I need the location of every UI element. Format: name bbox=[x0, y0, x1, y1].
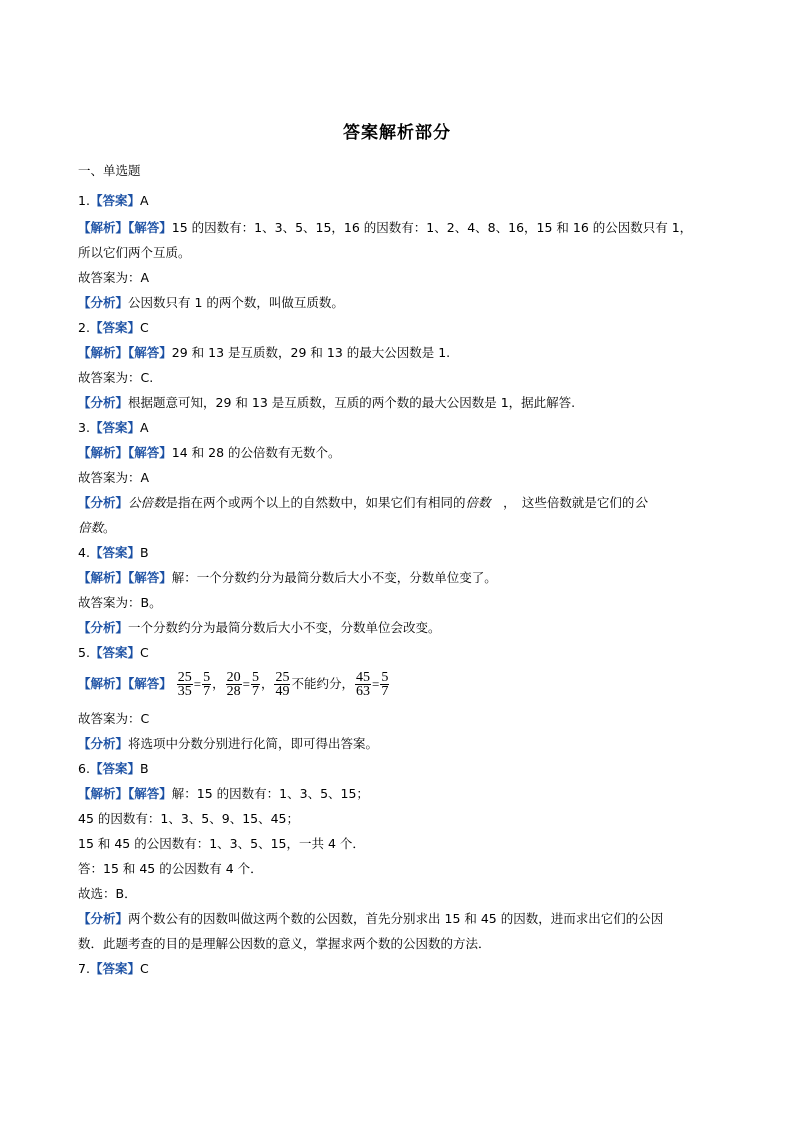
q2-fenxi: 根据题意可知，29 和 13 是互质数，互质的两个数的最大公因数是 1，据此解答. bbox=[128, 395, 576, 410]
q3-fenxi-line bbox=[78, 494, 723, 512]
solution-tag: 【解答】 bbox=[128, 220, 172, 235]
answer-tag: 【答案】 bbox=[89, 961, 140, 976]
solution-tag: 【解答】 bbox=[128, 786, 172, 801]
q6-solution-line bbox=[78, 785, 723, 803]
q1-answer-line bbox=[78, 192, 723, 210]
denominator: 49 bbox=[275, 684, 290, 699]
answer-tag: 【答案】 bbox=[89, 193, 140, 208]
fraction bbox=[274, 671, 290, 698]
solution-tag: 【解答】 bbox=[128, 570, 172, 585]
q3-answer-line bbox=[78, 419, 723, 437]
numerator: 5 bbox=[203, 670, 211, 685]
q3-answer: A bbox=[139, 420, 149, 435]
answer-tag: 【答案】 bbox=[89, 645, 140, 660]
fenxi-tag: 【分析】 bbox=[78, 395, 129, 410]
fraction bbox=[380, 671, 389, 698]
section-heading: 一、单选题 bbox=[78, 163, 141, 178]
analysis-tag: 【解析】 bbox=[78, 570, 129, 585]
q4-solution: 解：一个分数约分为最简分数后大小不变，分数单位变了。 bbox=[171, 570, 497, 585]
q3-fenxi-term: 倍数 bbox=[465, 495, 491, 510]
q6-conclusion: 故选：B． bbox=[78, 886, 137, 901]
numerator: 20 bbox=[226, 670, 241, 685]
q1-conclusion: 故答案为：A bbox=[78, 270, 150, 285]
answer-tag: 【答案】 bbox=[89, 420, 140, 435]
q3-conclusion: 故答案为：A bbox=[78, 470, 150, 485]
q4-solution-line bbox=[78, 569, 723, 587]
q3-fenxi-cont bbox=[78, 519, 723, 537]
answer-tag: 【答案】 bbox=[89, 761, 140, 776]
q3-number: 3. bbox=[78, 420, 90, 435]
analysis-tag: 【解析】 bbox=[78, 220, 129, 235]
q3-fenxi-end: 。 bbox=[103, 520, 116, 535]
solution-tag: 【解答】 bbox=[128, 676, 172, 691]
solution-tag: 【解答】 bbox=[128, 345, 172, 360]
q2-conclusion: 故答案为：C. bbox=[78, 370, 154, 385]
q2-fenxi-line bbox=[78, 394, 723, 412]
fraction bbox=[251, 671, 260, 698]
q2-number: 2. bbox=[78, 320, 90, 335]
fraction bbox=[177, 671, 193, 698]
answer-tag: 【答案】 bbox=[89, 545, 140, 560]
q6-solution: 解：15 的因数有：1、3、5、15； bbox=[171, 786, 369, 801]
solution-tag: 【解答】 bbox=[128, 445, 172, 460]
q2-answer: C bbox=[139, 320, 149, 335]
q3-solution-line bbox=[78, 444, 723, 462]
page-title: 答案解析部分 bbox=[343, 123, 451, 143]
denominator: 35 bbox=[177, 684, 192, 699]
q3-fenxi-term: 倍数 bbox=[78, 520, 104, 535]
q7-answer: C bbox=[139, 961, 149, 976]
q6-answer-line bbox=[78, 760, 723, 778]
cannot-reduce-text: 不能约分， bbox=[291, 676, 354, 691]
separator: ， bbox=[212, 676, 225, 691]
q4-number: 4. bbox=[78, 545, 90, 560]
q4-conclusion: 故答案为：B。 bbox=[78, 595, 162, 610]
q1-solution-cont: 所以它们两个互质。 bbox=[78, 245, 191, 260]
numerator: 5 bbox=[381, 670, 389, 685]
fenxi-tag: 【分析】 bbox=[78, 620, 129, 635]
q2-solution: 29 和 13 是互质数，29 和 13 的最大公因数是 1. bbox=[171, 345, 451, 360]
q3-solution: 14 和 28 的公倍数有无数个。 bbox=[171, 445, 341, 460]
q1-solution: 15 的因数有：1、3、5、15，16 的因数有：1、2、4、8、16，15 和 16 的公因数只有 1， bbox=[171, 220, 693, 235]
analysis-tag: 【解析】 bbox=[78, 786, 129, 801]
q6-solution-line-4: 答：15 和 45 的公因数有 4 个． bbox=[78, 861, 263, 876]
q1-solution-line bbox=[78, 219, 723, 237]
numerator: 25 bbox=[275, 670, 290, 685]
answer-tag: 【答案】 bbox=[89, 320, 140, 335]
denominator: 7 bbox=[251, 684, 259, 699]
q1-fenxi: 公因数只有 1 的两个数，叫做互质数。 bbox=[128, 295, 344, 310]
denominator: 7 bbox=[381, 684, 389, 699]
denominator: 28 bbox=[226, 684, 241, 699]
q6-number: 6. bbox=[78, 761, 90, 776]
q6-solution-line-3: 15 和 45 的公因数有：1、3、5、15，一共 4 个． bbox=[78, 836, 365, 851]
q5-answer: C bbox=[139, 645, 149, 660]
q3-fenxi-text: 是指在两个或两个以上的自然数中，如果它们有相同的 bbox=[165, 495, 466, 510]
analysis-tag: 【解析】 bbox=[78, 445, 129, 460]
fenxi-tag: 【分析】 bbox=[78, 736, 129, 751]
q3-fenxi-text: ， 这些倍数就是它们的 bbox=[490, 495, 635, 510]
equals-sign: = bbox=[193, 676, 202, 692]
numerator: 5 bbox=[251, 670, 259, 685]
analysis-tag: 【解析】 bbox=[78, 345, 129, 360]
separator: ， bbox=[260, 676, 274, 691]
q6-solution-line-2: 45 的因数有：1、3、5、9、15、45； bbox=[78, 811, 300, 826]
q5-fenxi-line bbox=[78, 735, 723, 753]
q4-answer: B bbox=[139, 545, 149, 560]
fraction bbox=[202, 671, 211, 698]
q4-fenxi: 一个分数约分为最简分数后大小不变，分数单位会改变。 bbox=[128, 620, 441, 635]
fenxi-tag: 【分析】 bbox=[78, 911, 129, 926]
q3-fenxi-term: 公 bbox=[634, 495, 647, 510]
q7-answer-line bbox=[78, 960, 723, 978]
numerator: 45 bbox=[356, 670, 370, 685]
q7-number: 7. bbox=[78, 961, 90, 976]
q3-fenxi-term: 公倍数 bbox=[128, 495, 166, 510]
q1-fenxi-line bbox=[78, 294, 723, 312]
q4-fenxi-line bbox=[78, 619, 723, 637]
q5-answer-line bbox=[78, 644, 723, 662]
q4-answer-line bbox=[78, 544, 723, 562]
q5-number: 5. bbox=[78, 645, 90, 660]
fraction bbox=[355, 671, 371, 698]
q1-number: 1. bbox=[78, 193, 90, 208]
q6-fenxi: 两个数公有的因数叫做这两个数的公因数，首先分别求出 15 和 45 的因数，进而求出它们的公因 bbox=[128, 911, 664, 926]
q5-conclusion: 故答案为：C bbox=[78, 711, 150, 726]
q5-solution-line bbox=[78, 668, 723, 701]
analysis-tag: 【解析】 bbox=[78, 676, 129, 691]
equals-sign: = bbox=[372, 676, 380, 692]
q6-fenxi-cont: 数．此题考查的目的是理解公因数的意义，掌握求两个数的公因数的方法． bbox=[78, 936, 491, 951]
q6-answer: B bbox=[139, 761, 149, 776]
fraction bbox=[226, 671, 242, 698]
fenxi-tag: 【分析】 bbox=[78, 295, 129, 310]
numerator: 25 bbox=[177, 670, 192, 685]
q5-fenxi: 将选项中分数分别进行化简，即可得出答案。 bbox=[128, 736, 379, 751]
q2-solution-line bbox=[78, 344, 723, 362]
denominator: 7 bbox=[203, 684, 211, 699]
q6-fenxi-line bbox=[78, 910, 723, 928]
q1-answer: A bbox=[139, 193, 149, 208]
equals-sign: = bbox=[242, 676, 250, 692]
fenxi-tag: 【分析】 bbox=[78, 495, 129, 510]
denominator: 63 bbox=[356, 684, 370, 699]
q2-answer-line bbox=[78, 319, 723, 337]
